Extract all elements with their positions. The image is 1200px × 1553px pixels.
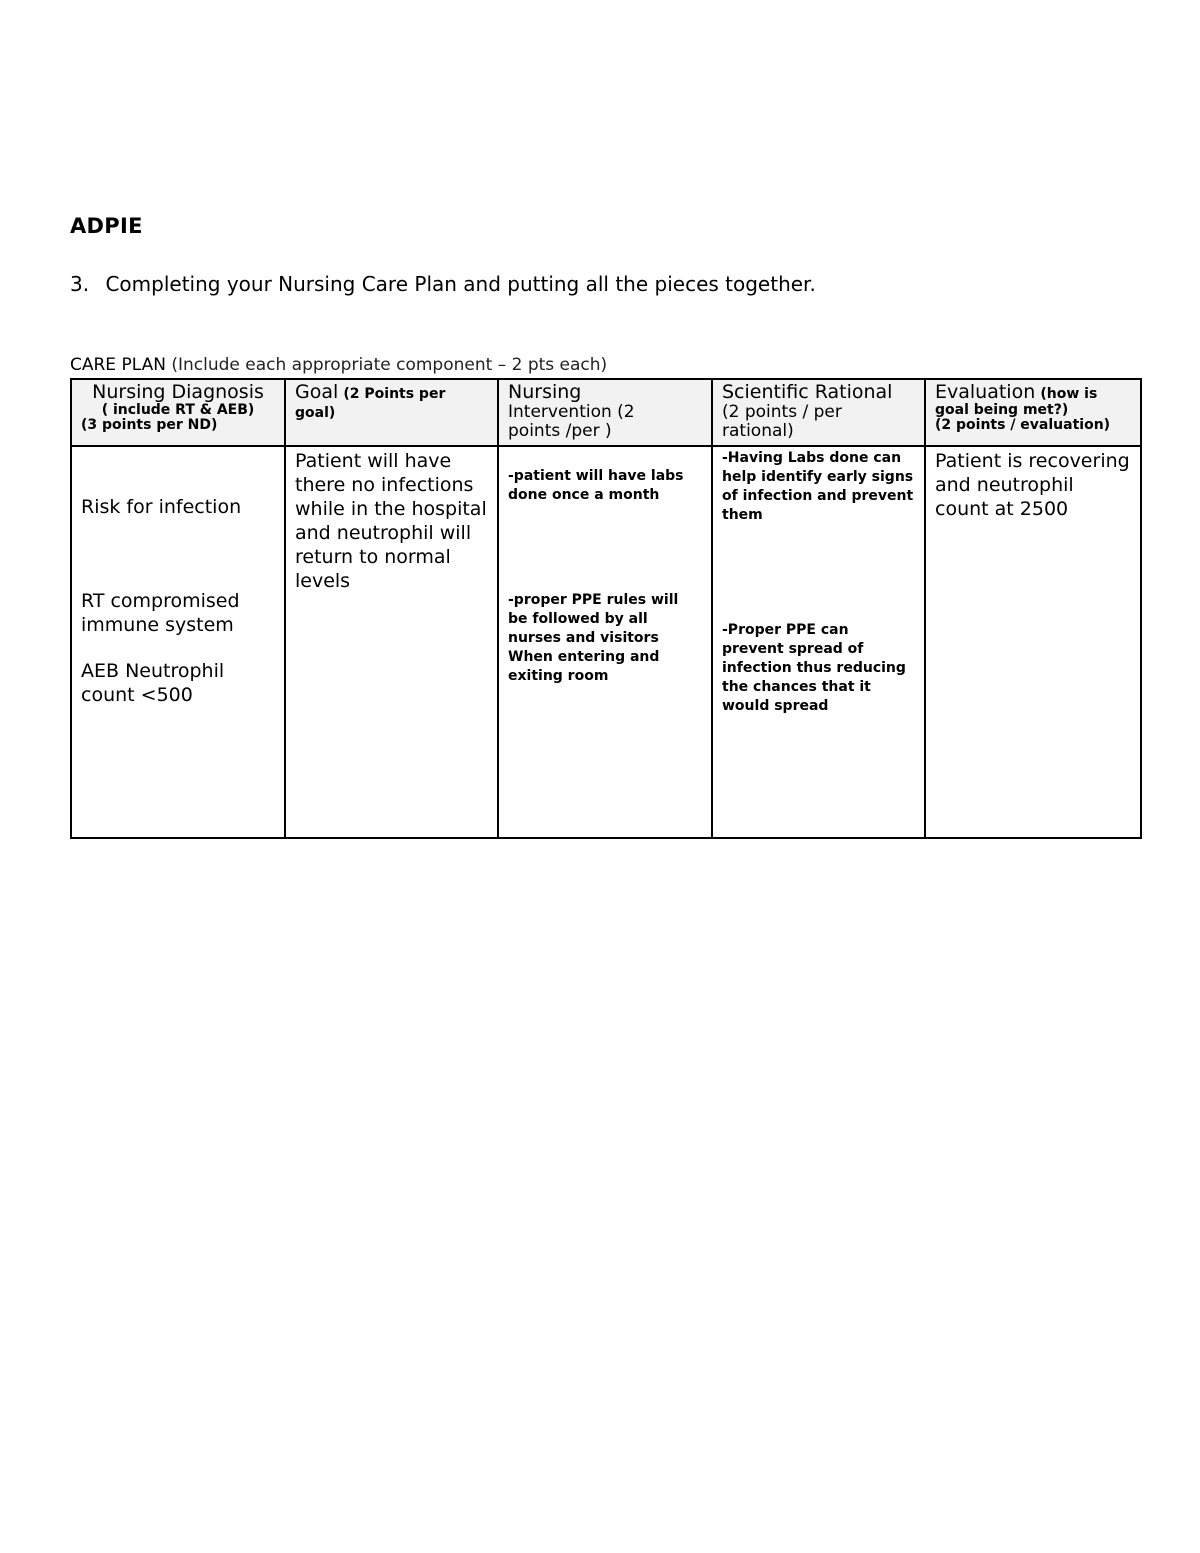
header-goal-sub: (2 Points per goal)	[295, 386, 446, 421]
rationale-item-1: -Having Labs done can help identify early signs of infection and prevent them	[722, 450, 914, 523]
header-nursing-intervention	[498, 379, 712, 446]
header-intervention-line3: points /per )	[508, 420, 612, 441]
question-number: 3.	[70, 272, 90, 296]
header-evaluation-sub3: (2 points / evaluation)	[935, 417, 1111, 434]
header-evaluation-title: Evaluation	[935, 381, 1036, 403]
header-rationale-line3: rational)	[722, 420, 794, 441]
header-diagnosis-sub2: (3 points per ND)	[81, 417, 218, 434]
question-line	[70, 272, 816, 296]
header-rationale-line2: (2 points / per	[722, 401, 842, 422]
cell-goal	[285, 446, 498, 838]
header-scientific-rational	[712, 379, 925, 446]
header-rationale-title: Scientific Rational	[722, 381, 893, 403]
cell-evaluation	[925, 446, 1141, 838]
header-intervention-line2: Intervention (2	[508, 401, 635, 422]
document-heading: ADPIE	[70, 214, 143, 238]
table-row	[71, 446, 1141, 838]
header-goal	[285, 379, 498, 446]
diagnosis-related-to: RT compromised immune system	[81, 590, 240, 636]
intervention-item-2: -proper PPE rules will be followed by all nurses and visitors When entering and exiting room	[508, 592, 679, 684]
header-nursing-diagnosis	[71, 379, 285, 446]
header-evaluation-sub2: goal being met?)	[935, 401, 1069, 418]
goal-text: Patient will have there no infections while in the hospital and neutrophil will return to normal levels	[295, 450, 487, 592]
caption-note: (Include each appropriate component – 2 pts each)	[171, 355, 608, 375]
header-diagnosis-sub1: ( include RT & AEB)	[101, 401, 255, 418]
table-header-row	[71, 379, 1141, 446]
question-text: Completing your Nursing Care Plan and putting all the pieces together.	[105, 272, 816, 296]
evaluation-text: Patient is recovering and neutrophil count at 2500	[935, 450, 1130, 520]
caption-label: CARE PLAN	[70, 355, 166, 375]
cell-scientific-rational	[712, 446, 925, 838]
care-plan-table	[70, 378, 1142, 839]
header-evaluation-sub1: (how is	[1040, 386, 1098, 402]
diagnosis-as-evidenced-by: AEB Neutrophil count <500	[81, 660, 225, 706]
header-goal-title: Goal	[295, 381, 339, 403]
rationale-item-2: -Proper PPE can prevent spread of infection thus reducing the chances that it would spread	[722, 622, 906, 714]
intervention-item-1: -patient will have labs done once a month	[508, 468, 684, 503]
header-diagnosis-title: Nursing Diagnosis	[92, 381, 264, 403]
care-plan-caption	[70, 355, 607, 375]
cell-nursing-diagnosis	[71, 446, 285, 838]
cell-nursing-intervention	[498, 446, 712, 838]
diagnosis-risk: Risk for infection	[81, 496, 242, 518]
header-evaluation	[925, 379, 1141, 446]
header-intervention-title: Nursing	[508, 381, 582, 403]
